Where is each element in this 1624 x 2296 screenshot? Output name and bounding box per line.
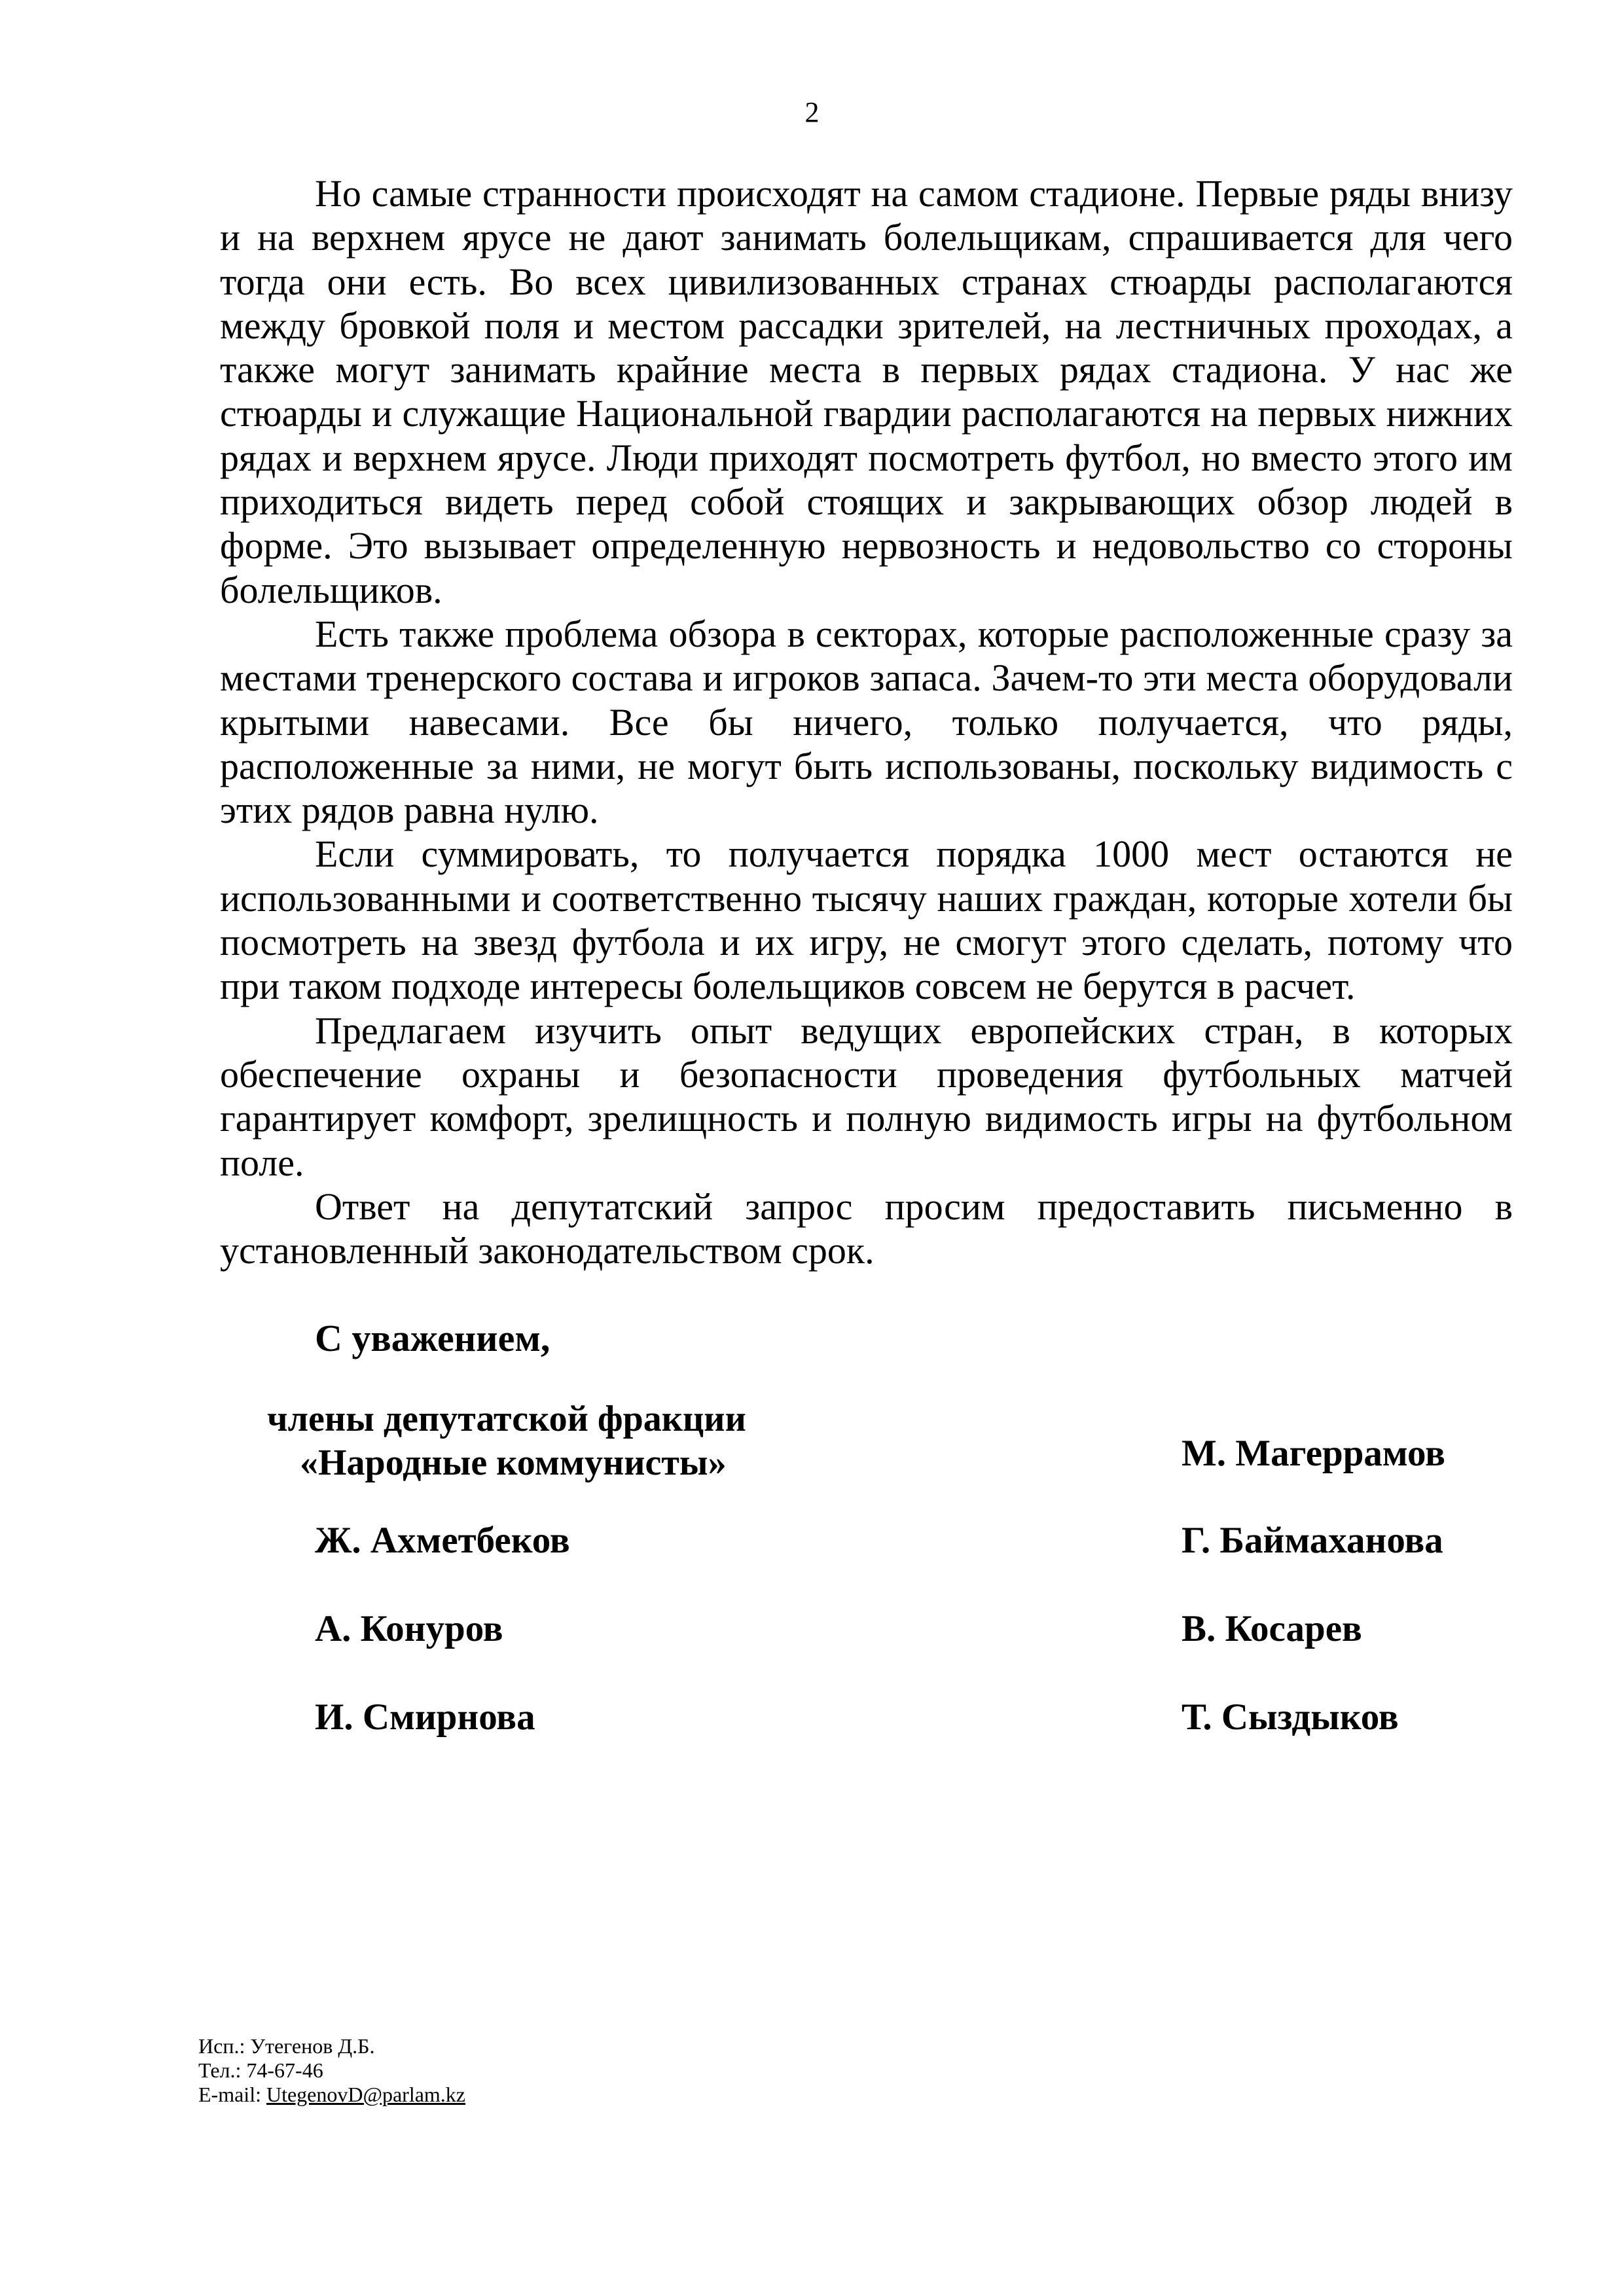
faction-line-2: «Народные коммунисты» bbox=[300, 1443, 727, 1483]
signatory-right: М. Магеррамов bbox=[1182, 1433, 1445, 1474]
paragraph: Но самые странности происходят на самом стадионе. Первые ряды внизу и на верхнем ярусе не дают занимать болельщикам, спрашивается для чего тогда они есть. Во всех цивилизованных странах стюарды располагаются между бровкой поля и местом рассадки зрителей, на лестничных проходах, а также могут занимать крайние места в первых рядах стадиона. У нас же стюарды и служащие Национальной гвардии располагаются на первых нижних рядах и верхнем ярусе. Люди приходят посмотреть футбол, но вместо этого им приходиться видеть перед собой стоящих и закрывающих обзор людей в форме. Это вызывает определенную нервозность и недовольство со стороны болельщиков. bbox=[220, 172, 1513, 611]
page-number: 2 bbox=[804, 96, 820, 128]
signatory-right: Г. Баймаханова bbox=[1182, 1520, 1443, 1561]
paragraph: Предлагаем изучить опыт ведущих европейских стран, в которых обеспечение охраны и безопасности проведения футбольных матчей гарантирует комфорт, зрелищность и полную видимость игры на футбольном поле. bbox=[220, 1009, 1513, 1184]
signatory-left: А. Конуров bbox=[315, 1608, 503, 1649]
email-line bbox=[198, 2083, 465, 2107]
paragraph: Если суммировать, то получается порядка 1000 мест остаются не использованными и соответственно тысячу наших граждан, которые хотели бы посмотреть на звезд футбола и их игру, не смогут этого сделать, потому что при таком подходе интересы болельщиков совсем не берутся в расчет. bbox=[220, 833, 1513, 1008]
paragraph: Ответ на депутатский запрос просим предоставить письменно в установленный законодательством срок. bbox=[220, 1185, 1513, 1272]
letter-body bbox=[220, 171, 1513, 1272]
email-link[interactable]: UtegenovD@parlam.kz bbox=[266, 2083, 465, 2106]
signatory-left: Ж. Ахметбеков bbox=[315, 1520, 570, 1561]
signatory-left: И. Смирнова bbox=[315, 1696, 535, 1738]
closing-salutation: С уважением, bbox=[315, 1317, 550, 1359]
faction-line-1: члены депутатской фракции bbox=[267, 1399, 746, 1439]
footer-contacts bbox=[198, 2034, 465, 2107]
signatory-right: Т. Сыздыков bbox=[1182, 1696, 1399, 1738]
executor-line: Исп.: Утегенов Д.Б. bbox=[198, 2034, 375, 2058]
faction-label bbox=[267, 1397, 791, 1485]
email-label: E-mail: bbox=[198, 2083, 266, 2106]
paragraph: Есть также проблема обзора в секторах, которые расположенные сразу за местами тренерского состава и игроков запаса. Зачем-то эти места оборудовали крытыми навесами. Все бы ничего, только получается, что ряды, расположенные за ними, не могут быть использованы, поскольку видимость с этих рядов равна нулю. bbox=[220, 612, 1513, 832]
phone-line: Тел.: 74-67-46 bbox=[198, 2058, 323, 2082]
signatory-right: В. Косарев bbox=[1182, 1608, 1362, 1649]
